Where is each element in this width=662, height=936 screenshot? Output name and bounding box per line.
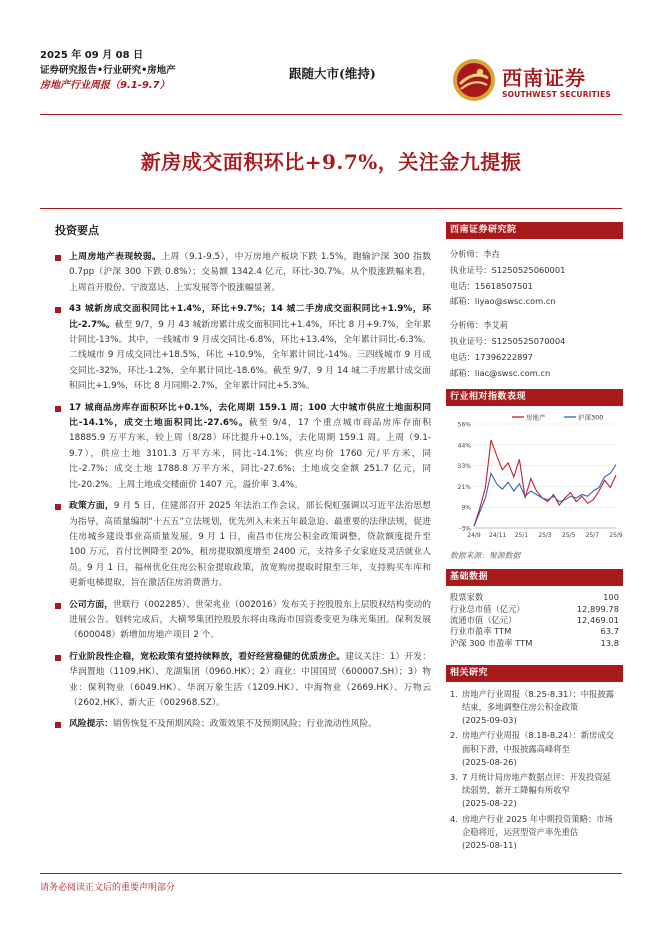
highlight-text: 9 月 5 日，住建部召开 2025 年法治工作会议，部长倪虹强调以习近平法治思想为指导，高质量编制“十五五”立法规划，优先列入未来五年最急迫、最重要的法律法规，促进住房城乡建设事业高质量发展。9 月 1 日，南昌市住房公积金政策调整，贷款额度提升至 100 万元，首付比例降至 20%，租房提取额度增至 2400 元，支持多子女家庭及灵活就业人员。9 月 1 日，福州优化住房公积金提取政策，放宽购房提取时限至三年，支持购买车库和更新电梯提取，旨在激活住房消费潜力。 [69, 501, 431, 589]
basic-data-label: 股票家数 [450, 592, 484, 603]
index-chart-svg [446, 410, 623, 546]
highlight-text: 上周（9.1-9.5），中万房地产板块下跌 1.5%，跑输沪深 300 指数 0.7pp（沪深 300 下跌 0.8%）；交易额 1342.4 亿元，环比-30.7%。从个股涨跌幅来看，上周首开股份、宁波富达、上实发展等个股涨幅显著。 [69, 252, 431, 293]
company-logo [452, 58, 622, 102]
analyst-phone: 电话：15618507501 [450, 280, 533, 291]
basic-data-label: 流通市值（亿元） [450, 614, 517, 625]
related-index: 3. [450, 772, 458, 783]
highlight-lead: 政策方面， [69, 501, 114, 512]
highlight-lead: 43 城新房成交面积同比+1.4%，环比+9.7%；14 城二手房成交面积同比+1.9%，环比-2.7%。 [69, 304, 431, 330]
basic-data-value: 12,899.78 [576, 603, 619, 614]
research-team-heading: 西南证券研究院 [446, 222, 623, 239]
analyst-card [450, 247, 619, 310]
highlight-item [55, 499, 431, 591]
page-title: 新房成交面积环比+9.7%，关注金九提振 [140, 150, 522, 174]
logo-text-en: SOUTHWEST SECURITIES [502, 90, 611, 99]
basic-data-label: 沪深 300 市盈率 TTM [450, 637, 533, 648]
table-row [446, 615, 623, 626]
chart-source: 数据来源：聚源数据 [450, 551, 521, 561]
disclaimer-footer: 请务必阅读正文后的重要声明部分 [40, 883, 176, 893]
highlight-item [55, 598, 431, 644]
logo-emblem-icon [452, 58, 496, 102]
basic-data-label: 行业总市值（亿元） [450, 603, 525, 614]
divider [40, 873, 622, 874]
related-date: (2025-08-22) [462, 798, 517, 809]
highlight-text: 销售恢复不及预期风险；政策效果不及预期风险；行业流动性风险。 [113, 719, 377, 730]
analyst-card [450, 318, 619, 381]
basic-data-value: 12,469.01 [576, 614, 619, 625]
legend-label: 沪深300 [578, 413, 604, 422]
report-series: 房地产行业周报（9.1-9.7） [40, 80, 170, 91]
related-title: 房地产行业 2025 年中期投资策略：市场企稳将近，运营型资产率先重估 [462, 813, 613, 837]
report-category: 证券研究报告•行业研究•房地产 [40, 65, 176, 76]
analyst-role: 分析师：李垚 [450, 249, 500, 259]
series-line-property [474, 440, 616, 526]
highlight-lead: 上周房地产表现较弱。 [69, 252, 162, 262]
y-tick-label: 56% [457, 421, 471, 429]
x-tick-label: 25/1 [514, 532, 529, 540]
y-tick-label: 21% [457, 484, 471, 492]
highlight-text: 建议关注：1）开发：华润置地（1109.HK）、龙湖集团（0960.HK）；2）商业：中国国贸（600007.SH）；3）物业：保利物业（6049.HK）、华润万象生活（1209.HK）、中海物业（2669.HK）、万物云（2602.HK）、新大正（002968.SZ）。 [69, 651, 431, 708]
analyst-phone: 电话：17396222897 [450, 351, 533, 362]
basic-data-value: 100 [603, 592, 619, 603]
x-tick-label: 25/9 [609, 532, 623, 540]
related-date: (2025-09-03) [462, 715, 517, 726]
rating: 跟随大市(维持) [289, 66, 376, 81]
investment-highlights [55, 222, 431, 739]
related-title: 房地产行业周报（8.18-8.24）：新房成交面积下滑，中报披露高峰将至 [462, 730, 614, 754]
x-tick-label: 24/11 [489, 532, 507, 540]
y-tick-label: 33% [457, 463, 471, 471]
related-research-item[interactable] [450, 771, 619, 811]
analyst-email[interactable]: 邮箱：liyao@swsc.com.cn [450, 296, 556, 307]
basic-data-value: 63.7 [600, 626, 619, 637]
index-chart-heading: 行业相对指数表现 [446, 389, 623, 406]
bullet-marker-icon [55, 722, 61, 728]
analyst-email[interactable]: 邮箱：liac@swsc.com.cn [450, 367, 551, 378]
report-meta [40, 49, 240, 94]
highlight-lead: 风险提示： [69, 719, 113, 730]
related-title: 7 月统计局房地产数据点评：开发投资延续弱势，新开工降幅有所收窄 [462, 772, 611, 796]
highlight-item [55, 302, 431, 394]
series-line-hs300 [474, 465, 616, 527]
analyst-license: 执业证号：S1250525060001 [450, 264, 566, 275]
divider [40, 208, 622, 209]
table-row [446, 604, 623, 615]
highlights-heading: 投资要点 [55, 224, 99, 237]
related-index: 2. [450, 730, 458, 741]
highlight-item [55, 650, 431, 712]
related-research-item[interactable] [450, 688, 619, 728]
related-research-list [446, 682, 623, 852]
report-date: 2025 年 09 月 08 日 [40, 50, 144, 61]
divider [40, 114, 622, 115]
highlight-lead: 行业阶段性企稳，宽松政策有望持续释放，看好经营稳健的优质房企。 [69, 651, 346, 662]
x-tick-label: 25/5 [561, 532, 576, 540]
y-tick-label: -3% [459, 525, 471, 533]
x-tick-label: 25/3 [538, 532, 552, 540]
related-date: (2025-08-11) [462, 840, 517, 851]
related-research-heading: 相关研究 [446, 665, 623, 682]
highlight-item [55, 401, 431, 493]
bullet-marker-icon [55, 603, 61, 609]
related-research-item[interactable] [450, 729, 619, 769]
highlight-text: 截至 9/4，17 个重点城市商品房库存面积 18885.9 万平方米，较上周（8/28）环比提升+0.1%，去化周期 159.1 周。上周（9.1-9.7），供应土地 3101.3 万平方米，同比-14.1%；供应均价 1760 元/平方米，同比-2.7%；成交土地 1788.8 万平方米，同比-27.6%；土地成交金额 251.7 亿元，同比-20.2%。上周土地成交楼面价 1407 元，溢价率 3.4%。 [69, 418, 431, 490]
basic-data-label: 行业市盈率 TTM [450, 626, 512, 637]
highlight-item [55, 250, 431, 296]
bullet-marker-icon [55, 255, 61, 261]
highlight-text: 世联行（002285）、世荣兆业（002016）发布关于控股股东上层股权结构变动的进展公告。划转完成后，大横琴集团控股股东将由珠海市国资委变更为珠光集团。保利发展（600048）新增加房地产项目 2 个。 [69, 599, 431, 641]
x-tick-label: 25/7 [585, 532, 600, 540]
highlight-text: 截至 9/7，9 月 43 城新房累计成交面积同比+1.4%，环比 8 月+9.7%，全年累计同比-13%。其中，一线城市 9 月成交同比-6.8%，环比+13.4%，全年累计同比-6.3%。二线城市 9 月成交同比+18.5%，环比 +10.9%，全年累计同比-14%。三四线城市 9 月成交同比-32%，环比-1.2%，全年累计同比-18.6%。截至 9/7，9 月 14 城二手房累计成交面积同比+1.9%，环比 8 月同期-2.7%，全年累计同比+5.3%。 [69, 319, 431, 392]
logo-text-cn: 西南证券 [502, 66, 586, 90]
analyst-role: 分析师：李艾莉 [450, 320, 509, 331]
related-date: (2025-08-26) [462, 756, 517, 767]
related-title: 房地产行业周报（8.25-8.31）：中报披露结束，多地调整住房公积金政策 [462, 688, 614, 713]
index-chart [446, 410, 623, 546]
highlight-lead: 公司方面， [69, 599, 114, 610]
bullet-marker-icon [55, 406, 61, 412]
related-index: 1. [450, 688, 458, 699]
analyst-license: 执业证号：S1250525070004 [450, 335, 566, 346]
legend-label: 房地产 [526, 413, 546, 422]
bullet-marker-icon [55, 504, 61, 510]
basic-data-heading: 基础数据 [446, 569, 623, 586]
highlight-lead: 17 城商品房库存面积环比+0.1%，去化周期 159.1 周；100 大中城市供应土地面积同比-14.1%，成交土地面积同比-27.6%。 [69, 402, 431, 429]
basic-data-value: 13.8 [600, 637, 619, 648]
x-tick-label: 24/9 [467, 532, 481, 540]
table-row [446, 638, 623, 649]
related-index: 4. [450, 813, 458, 824]
analyst-list [446, 239, 623, 381]
table-row [446, 626, 623, 637]
sidebar [446, 222, 623, 854]
basic-data-table [446, 592, 623, 648]
bullet-marker-icon [55, 655, 61, 661]
y-tick-label: 44% [457, 442, 471, 450]
table-row [446, 592, 623, 603]
bullet-marker-icon [55, 307, 61, 313]
y-tick-label: 9% [461, 505, 471, 513]
highlight-item [55, 717, 431, 732]
related-research-item[interactable] [450, 813, 619, 853]
